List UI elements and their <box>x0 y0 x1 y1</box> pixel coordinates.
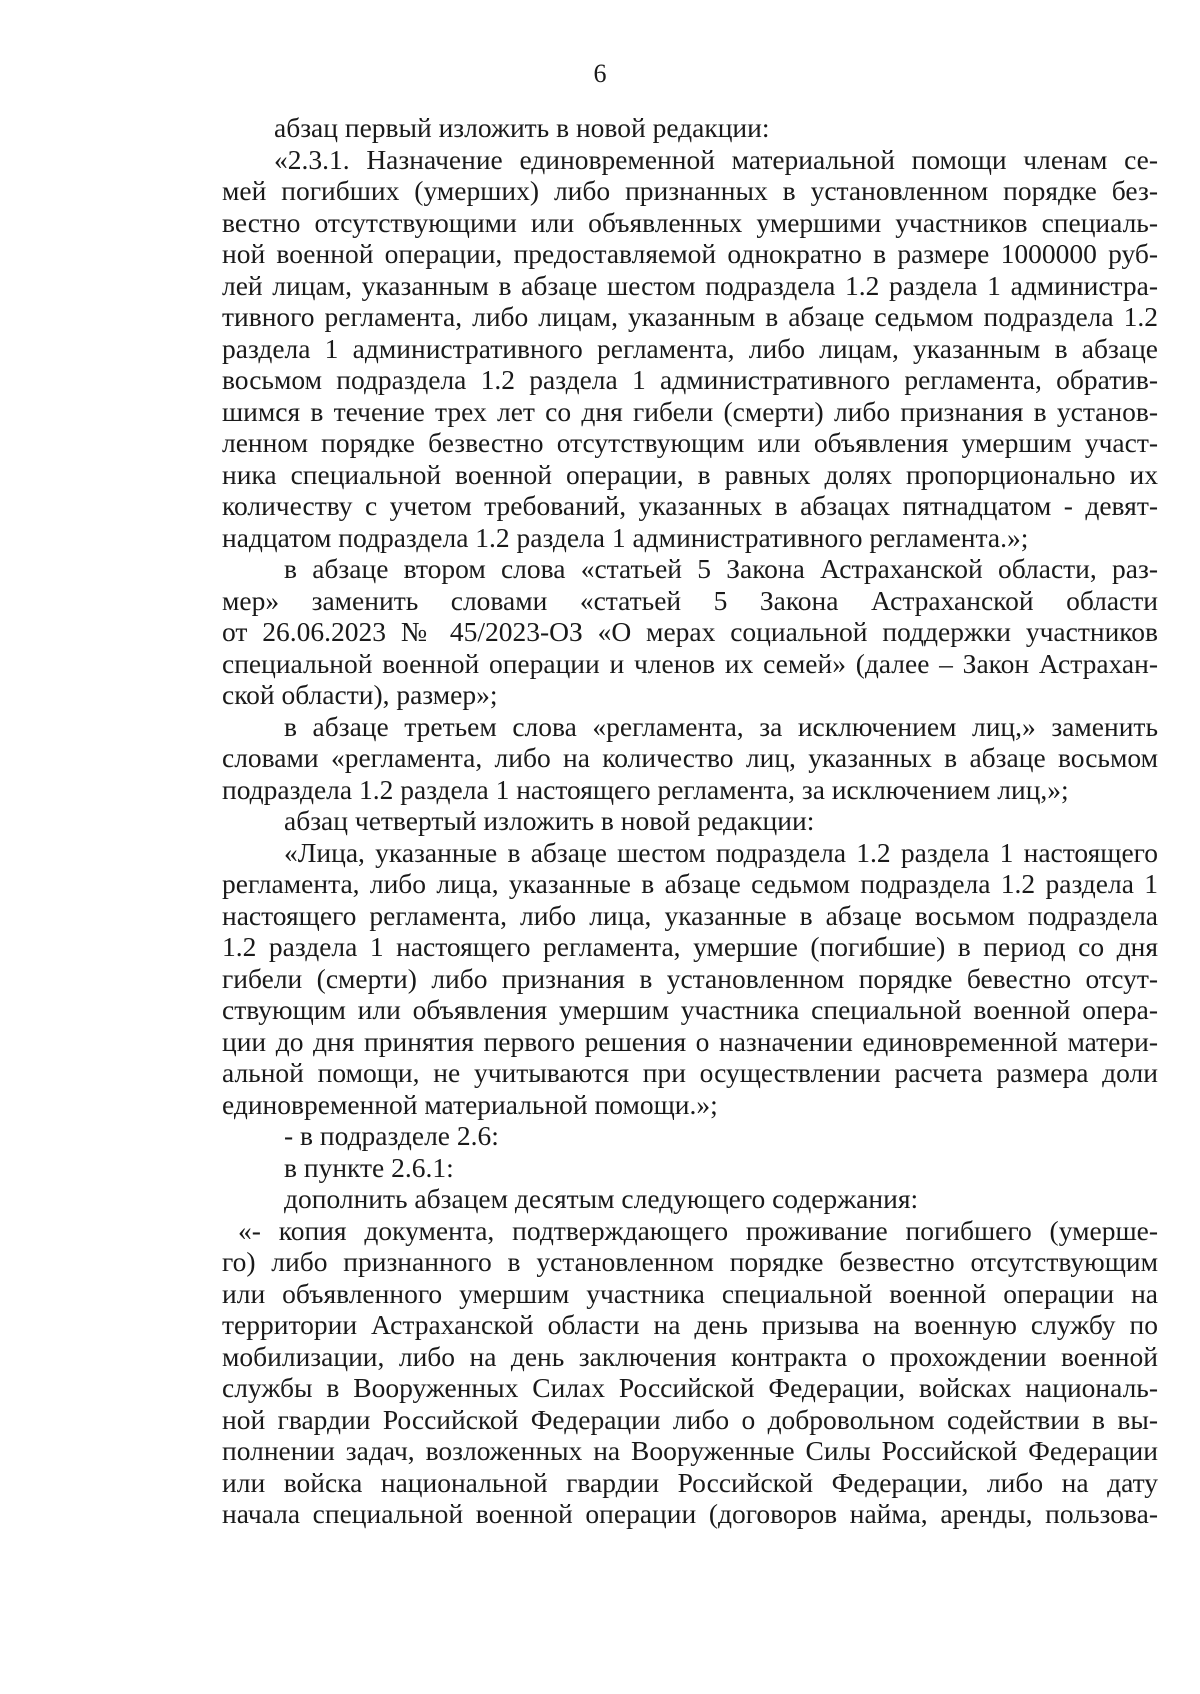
text-line: раздела 1 административного регламента, либо лицам, указанным в абзаце <box>222 332 1158 364</box>
text-line: альной помощи, не учитываются при осуществлении расчета размера доли <box>222 1057 1158 1088</box>
text-line: настоящего регламента, либо лица, указанные в абзаце восьмом подраздела <box>222 899 1158 931</box>
text-line: мобилизации, либо на день заключения контракта о прохождении военной <box>222 1340 1158 1372</box>
text-line: мер» заменить словами «статьей 5 Закона Астраханской области <box>222 584 1158 616</box>
text-line: в абзаце третьем слова «регламента, за исключением лиц,» заменить <box>284 710 1158 742</box>
text-line: от 26.06.2023 № 45/2023-ОЗ «О мерах социальной поддержки участников <box>222 616 1158 647</box>
text-line: подраздела 1.2 раздела 1 настоящего регламента, за исключением лиц,»; <box>222 773 1069 805</box>
text-line: «Лица, указанные в абзаце шестом подраздела 1.2 раздела 1 настоящего <box>284 836 1158 868</box>
text-line: количеству с учетом требований, указанных в абзацах пятнадцатом - девят- <box>222 490 1158 521</box>
text-line: дополнить абзацем десятым следующего содержания: <box>284 1183 919 1214</box>
text-line: ции до дня принятия первого решения о назначении единовременной матери- <box>222 1025 1158 1057</box>
text-line: гибели (смерти) либо признания в установленном порядке бевестно отсут- <box>222 962 1158 994</box>
text-line: мей погибших (умерших) либо признанных в установленном порядке без- <box>222 175 1158 206</box>
text-line: специальной военной операции и членов их семей» (далее – Закон Астрахан- <box>222 647 1158 679</box>
text-line: абзац четвертый изложить в новой редакции: <box>284 805 815 836</box>
text-line: лей лицам, указанным в абзаце шестом подраздела 1.2 раздела 1 администра- <box>222 269 1158 301</box>
text-line: службы в Вооруженных Силах Российской Федерации, войсках националь- <box>222 1372 1158 1403</box>
text-line: ствующим или объявления умершим участника специальной военной опера- <box>222 994 1158 1025</box>
text-line: словами «регламента, либо на количество лиц, указанных в абзаце восьмом <box>222 742 1158 773</box>
text-line: ной военной операции, предоставляемой однократно в размере 1000000 руб- <box>222 238 1158 269</box>
text-line: в абзаце втором слова «статьей 5 Закона Астраханской области, раз- <box>284 553 1158 584</box>
document-body <box>222 112 1158 1530</box>
text-line: восьмом подраздела 1.2 раздела 1 административного регламента, обратив- <box>222 364 1158 395</box>
text-line: регламента, либо лица, указанные в абзаце седьмом подраздела 1.2 раздела 1 <box>222 868 1158 899</box>
text-line: абзац первый изложить в новой редакции: <box>274 112 770 143</box>
text-line: «- копия документа, подтверждающего проживание погибшего (умерше- <box>238 1214 1158 1246</box>
text-line: единовременной материальной помощи.»; <box>222 1088 718 1120</box>
text-line: или объявленного умершим участника специальной военной операции на <box>222 1277 1158 1309</box>
text-line: тивного регламента, либо лицам, указанным в абзаце седьмом подраздела 1.2 <box>222 301 1158 332</box>
text-line: надцатом подраздела 1.2 раздела 1 административного регламента.»; <box>222 521 1029 553</box>
text-line: начала специальной военной операции (договоров найма, аренды, пользова- <box>222 1498 1158 1529</box>
text-line: ленном порядке безвестно отсутствующим или объявления умершим участ- <box>222 427 1158 458</box>
text-line: 1.2 раздела 1 настоящего регламента, умершие (погибшие) в период со дня <box>222 931 1158 962</box>
text-line: - в подразделе 2.6: <box>284 1120 499 1151</box>
text-line: территории Астраханской области на день призыва на военную службу по <box>222 1309 1158 1340</box>
text-line: ской области), размер»; <box>222 679 498 710</box>
text-line: го) либо признанного в установленном порядке безвестно отсутствующим <box>222 1246 1158 1277</box>
page-number: 6 <box>593 59 607 88</box>
text-line: полнении задач, возложенных на Вооруженные Силы Российской Федерации <box>222 1435 1158 1466</box>
text-line: в пункте 2.6.1: <box>284 1151 454 1183</box>
text-line: ной гвардии Российской Федерации либо о добровольном содействии в вы- <box>222 1403 1158 1435</box>
text-line: вестно отсутствующими или объявленных умершими участников специаль- <box>222 206 1158 238</box>
text-line: «2.3.1. Назначение единовременной материальной помощи членам се- <box>274 143 1158 175</box>
text-line: ника специальной военной операции, в равных долях пропорционально их <box>222 458 1158 490</box>
text-line: или войска национальной гвардии Российской Федерации, либо на дату <box>222 1466 1158 1498</box>
text-line: шимся в течение трех лет со дня гибели (смерти) либо признания в установ- <box>222 395 1158 427</box>
